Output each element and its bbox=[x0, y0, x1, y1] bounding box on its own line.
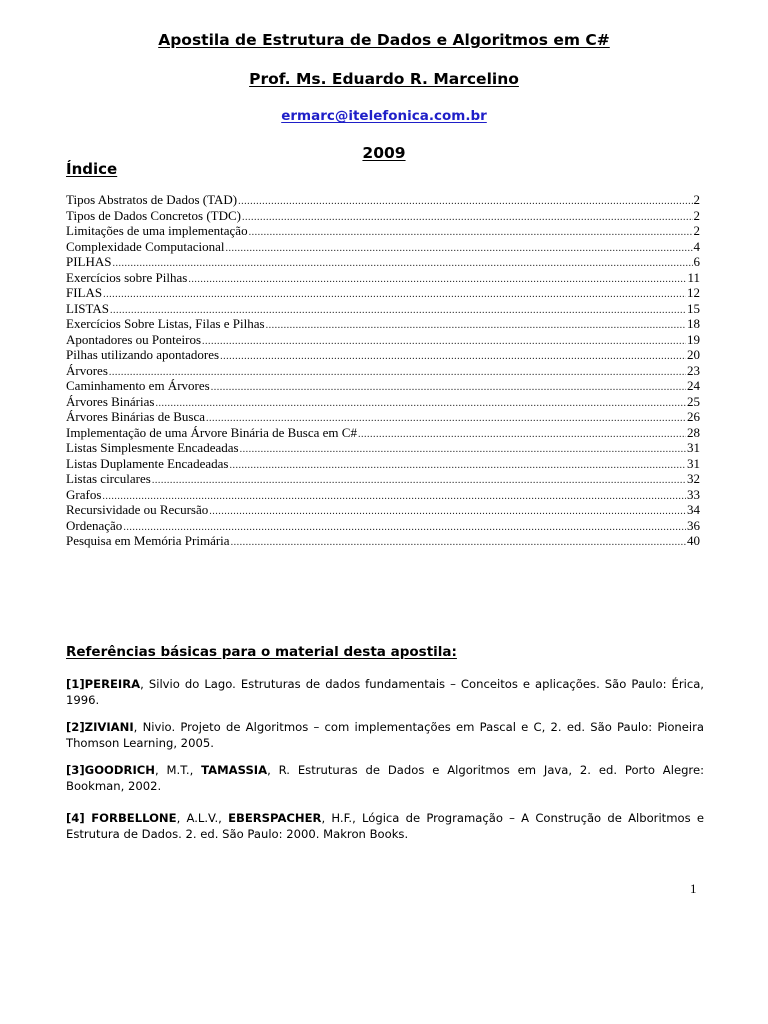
reference-item bbox=[66, 676, 704, 708]
toc-entry[interactable] bbox=[66, 192, 700, 208]
reference-item bbox=[66, 719, 704, 751]
toc-dot-leader bbox=[206, 411, 686, 425]
reference-item bbox=[66, 762, 704, 794]
toc-dot-leader bbox=[209, 504, 686, 518]
toc-dot-leader bbox=[211, 380, 686, 394]
toc-entry[interactable] bbox=[66, 440, 700, 456]
reference-author: EBERSPACHER bbox=[228, 811, 322, 825]
reference-text: , Silvio do Lago. Estruturas de dados fundamentais – Conceitos e aplicações. São Paulo: Érica, 1996. bbox=[66, 677, 704, 707]
toc-entry-label: PILHAS bbox=[66, 254, 112, 269]
toc-entry-page: 31 bbox=[687, 440, 700, 455]
reference-author: PEREIRA bbox=[84, 677, 141, 691]
reference-text: , R. Estruturas de Dados e Algoritmos em Java, 2. ed. Porto Alegre: Bookman, 2002. bbox=[66, 763, 704, 793]
toc-dot-leader bbox=[220, 349, 686, 363]
toc-entry[interactable] bbox=[66, 394, 700, 410]
toc-entry-page: 24 bbox=[687, 378, 700, 393]
toc-entry[interactable] bbox=[66, 270, 700, 286]
toc-entry[interactable] bbox=[66, 487, 700, 503]
toc-dot-leader bbox=[113, 256, 693, 270]
toc-entry[interactable] bbox=[66, 425, 700, 441]
toc-entry-page: 12 bbox=[687, 285, 700, 300]
toc-entry-page: 19 bbox=[687, 331, 700, 347]
toc-entry-page: 34 bbox=[687, 502, 700, 517]
toc-dot-leader bbox=[110, 303, 686, 317]
toc-entry[interactable] bbox=[66, 363, 700, 379]
toc-entry-label: Listas Simplesmente Encadeadas bbox=[66, 440, 239, 455]
toc-dot-leader bbox=[109, 365, 686, 379]
toc-entry[interactable] bbox=[66, 409, 700, 425]
reference-text: , M.T., bbox=[154, 763, 202, 777]
toc-entry-label: Implementação de uma Árvore Binária de Busca em C# bbox=[66, 424, 357, 440]
toc-dot-leader bbox=[231, 535, 686, 549]
reference-author: GOODRICH bbox=[84, 763, 155, 777]
reference-id: [4] bbox=[66, 811, 92, 825]
toc-entry-page: 2 bbox=[693, 207, 700, 223]
toc-entry[interactable] bbox=[66, 456, 700, 472]
page-number: 1 bbox=[690, 881, 697, 896]
toc-entry[interactable] bbox=[66, 502, 700, 518]
toc-entry-label: Grafos bbox=[66, 486, 102, 502]
reference-text: , Nivio. Projeto de Algoritmos – com implementações em Pascal e C, 2. ed. São Paulo: Pioneira Thomson Learning, 2005. bbox=[66, 720, 704, 750]
toc-dot-leader bbox=[102, 489, 686, 503]
document-year: 2009 bbox=[362, 144, 406, 162]
toc-dot-leader bbox=[226, 241, 693, 255]
toc-entry-label: Apontadores ou Ponteiros bbox=[66, 331, 202, 347]
toc-entry-label: Caminhamento em Árvores bbox=[66, 378, 210, 393]
toc-entry-label: LISTAS bbox=[66, 300, 110, 316]
toc-entry-label: Árvores bbox=[66, 362, 108, 378]
toc-entry[interactable] bbox=[66, 223, 700, 239]
toc-entry-label: Exercícios Sobre Listas, Filas e Pilhas bbox=[66, 316, 265, 331]
toc-entry[interactable] bbox=[66, 533, 700, 549]
references-list bbox=[66, 676, 704, 853]
toc-entry-label: Tipos Abstratos de Dados (TAD) bbox=[66, 192, 238, 207]
toc-dot-leader bbox=[123, 520, 686, 534]
toc-entry-label: Complexidade Computacional bbox=[66, 238, 225, 254]
toc-entry[interactable] bbox=[66, 347, 700, 363]
toc-entry-page: 4 bbox=[693, 238, 700, 254]
toc-entry[interactable] bbox=[66, 378, 700, 394]
toc-entry-label: Exercícios sobre Pilhas bbox=[66, 269, 188, 285]
reference-item bbox=[66, 810, 704, 842]
toc-entry[interactable] bbox=[66, 285, 700, 301]
toc-entry-label: Árvores Binárias de Busca bbox=[66, 409, 205, 424]
toc-entry-page: 6 bbox=[693, 254, 700, 269]
toc-dot-leader bbox=[242, 210, 692, 224]
toc-entry-page: 31 bbox=[687, 455, 700, 471]
toc-entry-page: 25 bbox=[687, 393, 700, 409]
toc-dot-leader bbox=[249, 225, 693, 239]
toc-entry-label: Recursividade ou Recursão bbox=[66, 502, 209, 517]
toc-entry-page: 33 bbox=[687, 486, 700, 502]
toc-entry-page: 26 bbox=[687, 409, 700, 424]
toc-dot-leader bbox=[240, 442, 686, 456]
reference-id: [1] bbox=[66, 677, 85, 691]
toc-dot-leader bbox=[358, 427, 686, 441]
toc-entry-label: Ordenação bbox=[66, 517, 123, 533]
references-heading: Referências básicas para o material desta apostila: bbox=[66, 644, 457, 660]
toc-dot-leader bbox=[202, 334, 686, 348]
toc-entry-page: 20 bbox=[687, 347, 700, 362]
toc-entry[interactable] bbox=[66, 239, 700, 255]
toc-entry-label: Listas circulares bbox=[66, 471, 151, 486]
toc-entry[interactable] bbox=[66, 471, 700, 487]
reference-text: , H.F., Lógica de Programação – A Construção de Alboritmos e Estrutura de Dados. 2. ed. São Paulo: 2000. Makron Books. bbox=[66, 811, 705, 841]
toc-entry[interactable] bbox=[66, 332, 700, 348]
toc-entry-label: Árvores Binárias bbox=[66, 393, 155, 409]
reference-author: ZIVIANI bbox=[84, 720, 134, 734]
toc-entry[interactable] bbox=[66, 254, 700, 270]
reference-text: , A.L.V., bbox=[176, 811, 229, 825]
toc-dot-leader bbox=[188, 272, 686, 286]
toc-dot-leader bbox=[155, 396, 686, 410]
document-author: Prof. Ms. Eduardo R. Marcelino bbox=[249, 70, 519, 88]
toc-entry-page: 28 bbox=[687, 424, 700, 440]
author-email-link[interactable]: ermarc@itelefonica.com.br bbox=[281, 108, 487, 124]
toc-entry-page: 2 bbox=[693, 223, 700, 238]
toc-dot-leader bbox=[229, 458, 686, 472]
toc-entry-page: 18 bbox=[687, 316, 700, 331]
reference-id: [2] bbox=[66, 720, 85, 734]
toc-entry-page: 32 bbox=[687, 471, 700, 486]
document-title: Apostila de Estrutura de Dados e Algoritmos em C# bbox=[158, 31, 610, 49]
toc-entry[interactable] bbox=[66, 208, 700, 224]
toc-dot-leader bbox=[238, 194, 692, 208]
toc-entry[interactable] bbox=[66, 316, 700, 332]
toc-entry-page: 40 bbox=[687, 533, 700, 548]
reference-author: FORBELLONE bbox=[91, 811, 177, 825]
toc-entry-label: Tipos de Dados Concretos (TDC) bbox=[66, 207, 242, 223]
toc-entry-label: Pesquisa em Memória Primária bbox=[66, 533, 230, 548]
toc-entry-page: 36 bbox=[687, 517, 700, 533]
toc-entry-label: FILAS bbox=[66, 285, 103, 300]
toc-dot-leader bbox=[152, 473, 686, 487]
reference-id: [3] bbox=[66, 763, 85, 777]
toc-entry-page: 11 bbox=[687, 269, 700, 285]
toc-entry[interactable] bbox=[66, 301, 700, 317]
toc-entry-label: Limitações de uma implementação bbox=[66, 223, 248, 238]
toc-dot-leader bbox=[266, 318, 686, 332]
toc-entry-page: 2 bbox=[693, 192, 700, 207]
toc-dot-leader bbox=[103, 287, 686, 301]
toc-entry-page: 23 bbox=[687, 362, 700, 378]
toc-entry[interactable] bbox=[66, 518, 700, 534]
reference-author: TAMASSIA bbox=[201, 763, 268, 777]
toc-entry-page: 15 bbox=[687, 300, 700, 316]
toc-entry-label: Pilhas utilizando apontadores bbox=[66, 347, 220, 362]
index-heading: Índice bbox=[66, 160, 118, 178]
table-of-contents bbox=[66, 192, 700, 549]
toc-entry-label: Listas Duplamente Encadeadas bbox=[66, 455, 229, 471]
